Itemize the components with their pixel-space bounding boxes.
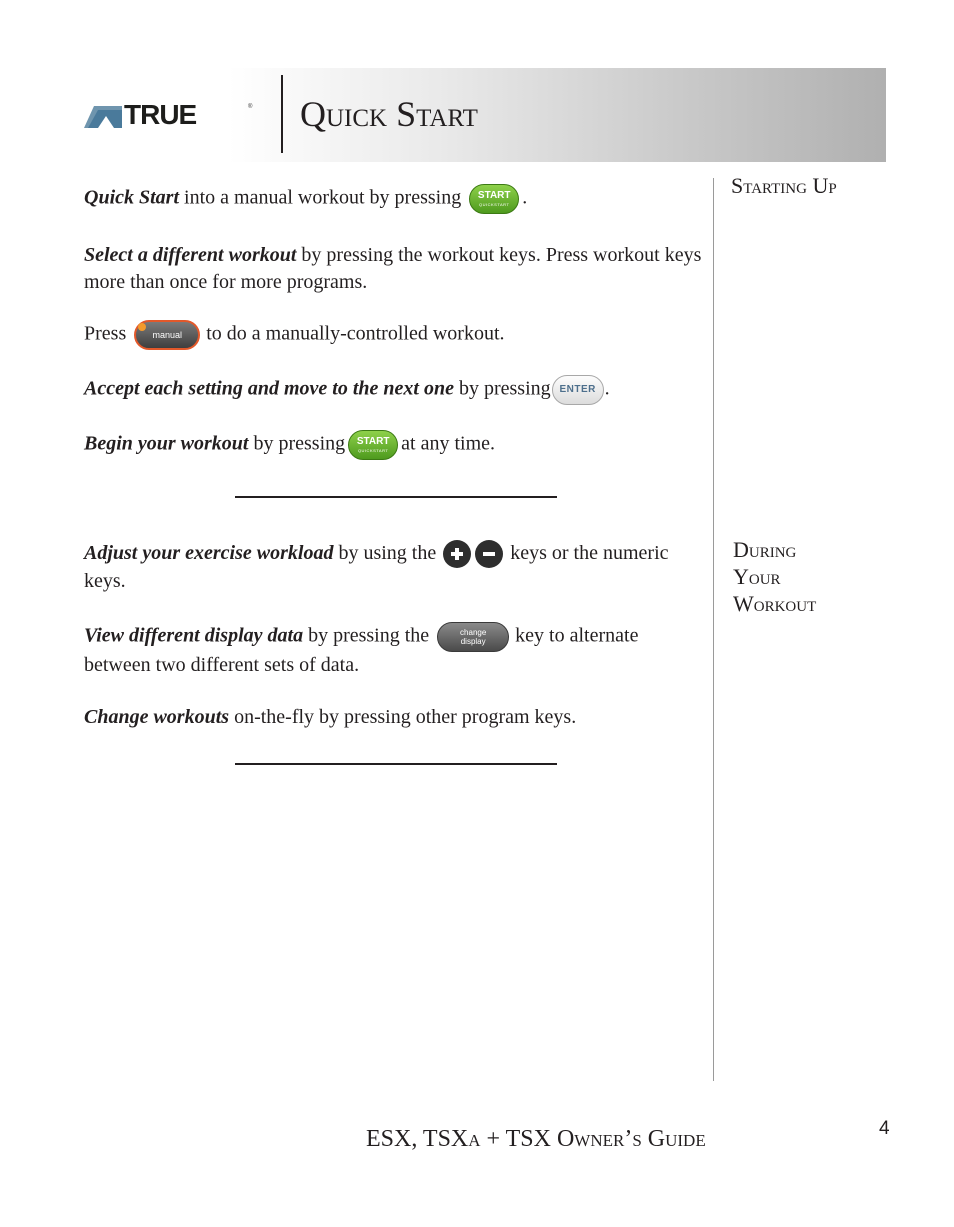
paragraph-text: to do a manually-controlled workout. [206, 322, 505, 345]
paragraph-lead: Adjust your exercise workload [84, 542, 334, 564]
logo-wordmark: TRUE [124, 99, 197, 130]
section-heading-during-workout [733, 536, 816, 617]
paragraph-text: Press [84, 322, 127, 345]
paragraph-text: by pressing [453, 377, 551, 400]
paragraph-view-display [84, 622, 709, 679]
paragraph-text: by pressing the workout keys. Press workout keys more than once for more programs. [84, 244, 702, 293]
plus-key-icon [443, 540, 471, 568]
paragraph-lead: Change workouts [84, 706, 230, 728]
paragraph-text: keys or the numeric keys. [84, 542, 669, 593]
paragraph-text: by using the [333, 542, 437, 564]
paragraph-accept-setting: Accept each setting and move to the next one by pressing ENTER . [84, 375, 709, 405]
section-separator [235, 496, 557, 498]
paragraph-text: on-the-fly by pressing other program keys. [229, 706, 577, 728]
true-logo-mark-icon [84, 102, 122, 128]
paragraph-manual [84, 320, 709, 350]
paragraph-lead: Accept each setting and move to the next one [84, 377, 454, 400]
paragraph-begin-workout [84, 430, 709, 460]
enter-key-icon: ENTER [552, 375, 604, 405]
start-key-icon: START QUICKSTART [469, 184, 519, 214]
section-heading-line: During [733, 537, 797, 562]
page-header [84, 68, 886, 162]
paragraph-text: into a manual workout by pressing [179, 186, 462, 209]
manual-key-icon: manual [134, 320, 200, 350]
column-divider [713, 178, 714, 1081]
paragraph-select-workout [84, 242, 709, 296]
header-divider [281, 75, 283, 153]
paragraph-change-workouts [84, 704, 709, 731]
change-display-key-icon: change display [437, 622, 509, 652]
section-heading-line: Workout [733, 591, 817, 616]
true-logo [84, 99, 254, 130]
paragraph-text: by pressing [248, 432, 346, 455]
paragraph-lead: Quick Start [84, 186, 180, 209]
paragraph-text: by pressing the [303, 624, 430, 647]
section-separator [235, 763, 557, 765]
paragraph-lead: View different display data [84, 624, 304, 647]
minus-key-icon [475, 540, 503, 568]
footer-guide-title: ESX, TSXa + TSX Owner’s Guide [366, 1126, 706, 1152]
logo-trademark: ® [248, 104, 253, 110]
section-heading-starting-up: Starting Up [731, 173, 837, 198]
paragraph-lead: Begin your workout [84, 432, 249, 455]
paragraph-text: at any time. [401, 432, 496, 455]
page-title: Quick Start [300, 94, 478, 134]
start-key-icon: START QUICKSTART [348, 430, 398, 460]
paragraph-quick-start: Quick Start into a manual workout by pressing START QUICKSTART . [84, 184, 709, 214]
paragraph-adjust-workload [84, 540, 709, 595]
section-heading-line: Your [733, 564, 781, 589]
paragraph-lead: Select a different workout [84, 244, 297, 266]
paragraph-text: key to alternate between two different sets of data. [84, 624, 639, 676]
page-number: 4 [879, 1118, 890, 1139]
